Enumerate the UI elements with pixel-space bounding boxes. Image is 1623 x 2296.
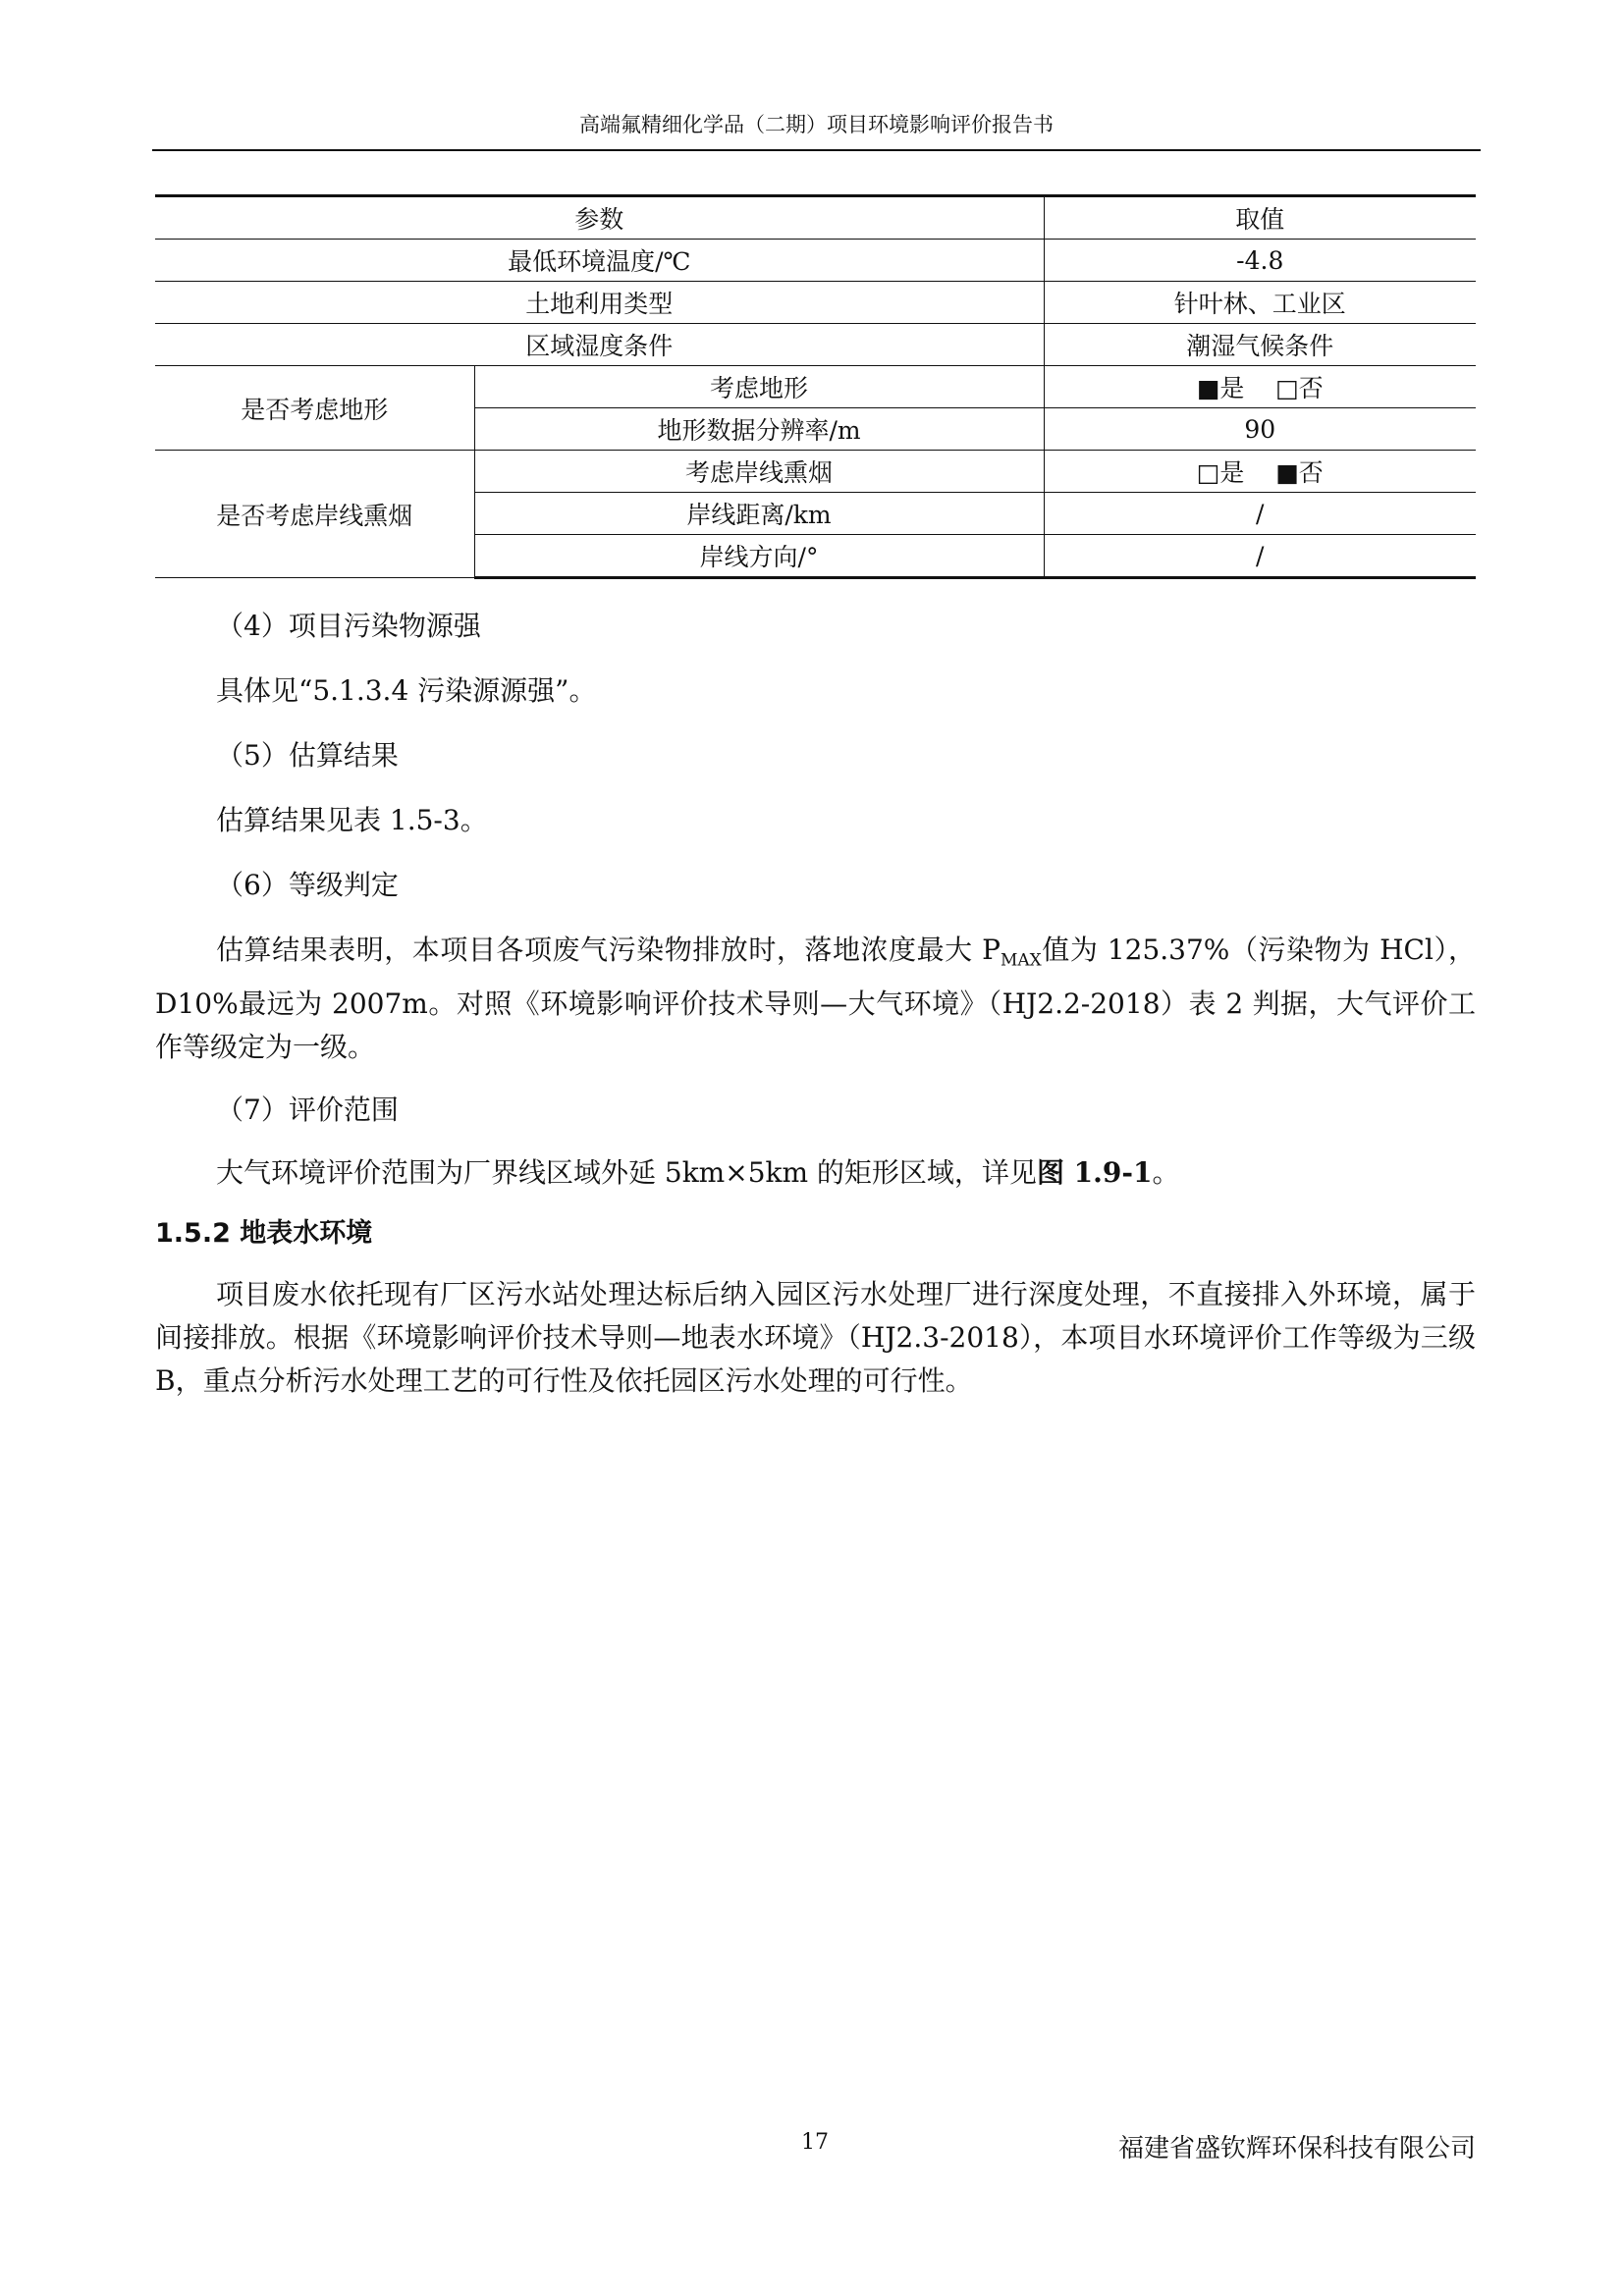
table-header-value: 取值: [1044, 196, 1476, 240]
shoreline-no-label: 否: [1298, 458, 1324, 487]
table-row: [155, 282, 1476, 324]
section-7-text-b: 。: [1152, 1155, 1180, 1189]
table-row: [155, 240, 1476, 282]
section-6-heading: （6）等级判定: [216, 869, 399, 901]
section-6-text: [155, 929, 1476, 1069]
table-cell-value: 针叶林、工业区: [1044, 282, 1476, 324]
terrain-resolution-value: 90: [1044, 408, 1476, 451]
section-5-heading: （5）估算结果: [216, 739, 399, 772]
checked-box-icon: [1275, 458, 1299, 487]
table-row: [155, 324, 1476, 366]
shoreline-distance-label: 岸线距离/km: [474, 493, 1044, 535]
terrain-resolution-label: 地形数据分辨率/m: [474, 408, 1044, 451]
table-row: [155, 451, 1476, 493]
table-cell-value: 潮湿气候条件: [1044, 324, 1476, 366]
table-row: [155, 366, 1476, 408]
header-rule: [152, 149, 1481, 151]
shoreline-yes-label: 是: [1219, 458, 1245, 487]
section-4-heading: （4）项目污染物源强: [216, 610, 481, 642]
section-7-heading: （7）评价范围: [216, 1093, 399, 1126]
shoreline-consider-value: [1044, 451, 1476, 493]
shoreline-group-label: 是否考虑岸线熏烟: [155, 451, 474, 578]
table-cell-value: -4.8: [1044, 240, 1476, 282]
section-6-text-b: 值为 125.37%（污染物为 HCl），D10%最远为 2007m。对照《环境影响评价技术导则—大气环境》（HJ2.2-2018）表 2 判据，大气评价工作等级定为一级。: [155, 934, 1476, 1063]
section-7-text-a: 大气环境评价范围为厂界线区域外延 5km×5km 的矩形区域，详见: [216, 1155, 1037, 1189]
checked-box-icon: [1197, 374, 1220, 402]
shoreline-direction-value: /: [1044, 535, 1476, 578]
figure-reference: 图 1.9-1: [1036, 1155, 1153, 1189]
table-header-row: [155, 196, 1476, 240]
page-number: 17: [801, 2130, 829, 2155]
terrain-group-label: 是否考虑地形: [155, 366, 474, 451]
terrain-no-label: 否: [1298, 374, 1324, 402]
pmax-subscript: MAX: [1000, 950, 1042, 971]
company-name: 福建省盛钦辉环保科技有限公司: [1117, 2134, 1476, 2163]
section-heading-1-5-2: 1.5.2 地表水环境: [155, 1217, 373, 1249]
terrain-consider-label: 考虑地形: [474, 366, 1044, 408]
table-cell-param: 区域湿度条件: [155, 324, 1044, 366]
section-7-text: [155, 1151, 1476, 1195]
section-5-text: 估算结果见表 1.5-3。: [216, 804, 488, 836]
section-4-text: 具体见“5.1.3.4 污染源源强”。: [216, 674, 597, 707]
table-cell-param: 土地利用类型: [155, 282, 1044, 324]
table-cell-param: 最低环境温度/℃: [155, 240, 1044, 282]
section-6-text-a: 估算结果表明，本项目各项废气污染物排放时，落地浓度最大 P: [216, 934, 1001, 966]
parameter-table: [155, 194, 1476, 579]
body-text: [155, 605, 1476, 1403]
terrain-yes-label: 是: [1219, 374, 1245, 402]
table-header-param: 参数: [155, 196, 1044, 240]
shoreline-direction-label: 岸线方向/°: [474, 535, 1044, 578]
unchecked-box-icon: [1275, 374, 1299, 402]
shoreline-distance-value: /: [1044, 493, 1476, 535]
section-1-5-2-text: 项目废水依托现有厂区污水站处理达标后纳入园区污水处理厂进行深度处理，不直接排入外环境，属于间接排放。根据《环境影响评价技术导则—地表水环境》（HJ2.3-2018），本项目水环境评价工作等级为三级 B，重点分析污水处理工艺的可行性及依托园区污水处理的可行性。: [155, 1277, 1476, 1397]
unchecked-box-icon: [1197, 458, 1220, 487]
terrain-consider-value: [1044, 366, 1476, 408]
document-header-title: 高端氟精细化学品（二期）项目环境影响评价报告书: [579, 113, 1054, 136]
shoreline-consider-label: 考虑岸线熏烟: [474, 451, 1044, 493]
